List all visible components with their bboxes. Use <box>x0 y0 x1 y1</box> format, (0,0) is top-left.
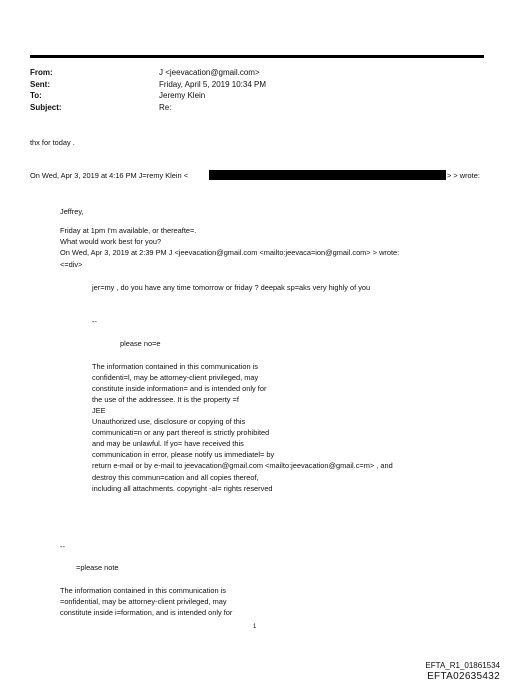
quote-line: Friday at 1pm I'm available, or thereafte=. <box>60 226 197 235</box>
please-note: please no=e <box>120 339 161 348</box>
bates-number-2: EFTA02635432 <box>427 671 500 682</box>
subject-label: Subject: <box>30 103 62 112</box>
disclaimer-line: confidenti=l, may be attorney-client privileged, may <box>92 373 259 382</box>
nested-quote-line: jer=my , do you have any time tomorrow or friday ? deepak sp=aks very highly of you <box>92 283 371 292</box>
quote1-attribution: On Wed, Apr 3, 2019 at 4:16 PM J=remy Klein < <box>30 171 189 180</box>
page-number: 1 <box>253 624 257 630</box>
disclaimer-line: and may be unlawful. If yo= have received this <box>92 439 244 448</box>
quote-line: Jeffrey, <box>60 207 84 216</box>
disclaimer-line: Unauthorized use, disclosure or copying of this <box>92 417 246 426</box>
quote1-wrote: > > wrote: <box>447 171 480 180</box>
sent-value: Friday, April 5, 2019 10:34 PM <box>159 80 267 89</box>
sent-label: Sent: <box>30 80 50 89</box>
disclaimer-line: including all attachments. copyright -al= rights reserved <box>92 484 273 493</box>
from-label: From: <box>30 68 53 77</box>
disclaimer-line: The information contained in this communication is <box>60 586 226 595</box>
quote-line: On Wed, Apr 3, 2019 at 2:39 PM J <jeevacation@gmail.com <mailto:jeevaca=ion@gmail.com> > wrote: <box>60 248 400 257</box>
disclaimer-line: return e-mail or by e-mail to jeevacation@gmail.com <mailto:jeevacation@gmail.c=m> , and <box>92 461 393 470</box>
signature-dashes: -- <box>60 542 65 551</box>
redaction-bar <box>209 170 446 180</box>
disclaimer-line: constitute inside i=formation, and is intended only for <box>60 608 233 617</box>
disclaimer-line: the use of the addressee. It is the property =f <box>92 395 239 404</box>
disclaimer-line: The information contained in this communication is <box>92 362 258 371</box>
to-label: To: <box>30 91 42 100</box>
header-rule <box>30 55 484 58</box>
quote-line: What would work best for you? <box>60 237 162 246</box>
quote-line: <=div> <box>60 260 83 269</box>
disclaimer-line: communicati=n or any part thereof is strictly prohibited <box>92 428 270 437</box>
signature-dashes: -- <box>92 317 97 326</box>
disclaimer-line: JEE <box>92 406 106 415</box>
disclaimer-line: communication in error, please notify us immediatel= by <box>92 450 275 459</box>
disclaimer-line: =onfidential, may be attorney-client privileged, may <box>60 597 227 606</box>
from-value: J <jeevacation@gmail.com> <box>159 68 260 77</box>
disclaimer-line: destroy this commun=cation and all copies thereof, <box>92 473 259 482</box>
body-message: thx for today . <box>30 138 75 147</box>
please-note: =please note <box>76 563 119 572</box>
subject-value: Re: <box>159 103 172 112</box>
disclaimer-line: constitute inside information= and is intended only for <box>92 384 267 393</box>
to-value: Jeremy Klein <box>159 91 206 100</box>
bates-number-1: EFTA_R1_01861534 <box>425 661 500 670</box>
